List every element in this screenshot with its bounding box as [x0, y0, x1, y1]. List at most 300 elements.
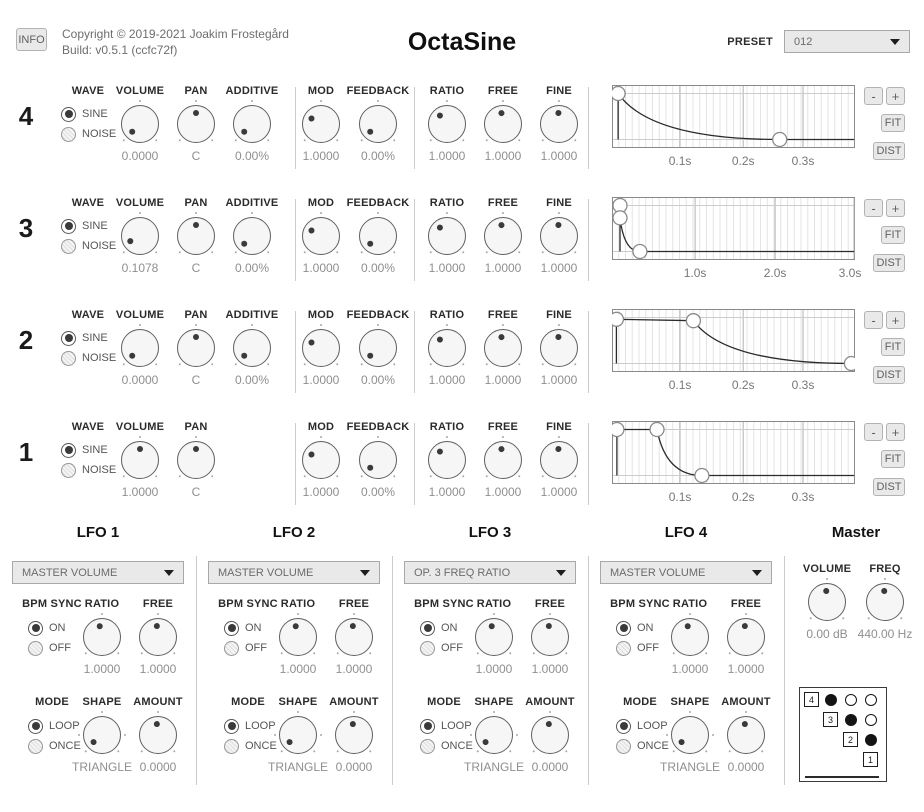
- column-divider: [295, 87, 296, 169]
- op4-fine-group: [527, 85, 591, 163]
- preset-dropdown[interactable]: [784, 30, 910, 53]
- lfo3-target-dropdown[interactable]: [404, 561, 576, 584]
- op3-env-fit-button[interactable]: FIT: [881, 226, 905, 244]
- knob-tick: [139, 212, 141, 214]
- op1-envelope-handle-2[interactable]: [650, 423, 664, 437]
- knob-tick: [336, 139, 339, 142]
- knob-tick: [502, 324, 504, 326]
- op4-pan-label: PAN: [184, 85, 208, 97]
- knob-tick: [360, 251, 363, 254]
- op1-feedback-value: 0.00%: [360, 485, 396, 499]
- lfo2-amount-value: 0.0000: [335, 760, 373, 774]
- op1-mod-knob[interactable]: [302, 441, 340, 479]
- lfo2-shape-group: [266, 696, 330, 774]
- op3-env-zoom-in-button[interactable]: +: [886, 199, 905, 217]
- op2-feedback-knob[interactable]: [359, 329, 397, 367]
- matrix-op4-box[interactable]: 4: [804, 692, 819, 707]
- knob-tick: [211, 139, 214, 142]
- knob-pointer-dot: [498, 110, 505, 117]
- op1-pan-value: C: [191, 485, 201, 499]
- radio-label: SINE: [82, 220, 108, 232]
- lfo3-radio-group-label: MODE: [427, 696, 461, 708]
- lfo2-shape-value: TRIANGLE: [267, 760, 328, 774]
- matrix-op3-route-dot-1[interactable]: [845, 714, 857, 726]
- radio-label: LOOP: [637, 720, 668, 732]
- op1-envelope-graph[interactable]: [612, 421, 855, 484]
- lfo4-ratio-group: [658, 598, 722, 676]
- lfo3-shape-label: SHAPE: [474, 696, 514, 708]
- knob-tick: [78, 734, 80, 736]
- op2-ratio-label: RATIO: [429, 309, 465, 321]
- knob-tick: [574, 475, 577, 478]
- envelope-time-label: 0.2s: [731, 490, 755, 504]
- op3-volume-group: [108, 197, 172, 275]
- op3-fine-knob[interactable]: [540, 217, 578, 255]
- lfo2-bpm-sync-off-radio[interactable]: [224, 639, 267, 657]
- op4-env-zoom-in-button[interactable]: +: [886, 87, 905, 105]
- lfo4-free-group: [714, 598, 778, 676]
- knob-tick: [502, 212, 504, 214]
- op3-ratio-knob[interactable]: [428, 217, 466, 255]
- op2-free-knob[interactable]: [484, 329, 522, 367]
- matrix-op1-box[interactable]: 1: [863, 752, 878, 767]
- lfo3-amount-knob[interactable]: [531, 716, 569, 754]
- op4-volume-knob[interactable]: [121, 105, 159, 143]
- knob-tick: [101, 711, 103, 713]
- radio-circle: [61, 219, 76, 234]
- op1-free-label: FREE: [487, 421, 519, 433]
- knob-tick: [429, 363, 432, 366]
- matrix-op4-route-dot-2[interactable]: [845, 694, 857, 706]
- knob-tick: [336, 251, 339, 254]
- knob-tick: [462, 363, 465, 366]
- lfo4-shape-knob[interactable]: [671, 716, 709, 754]
- knob-tick: [155, 139, 158, 142]
- matrix-op3-route-dot-2[interactable]: [865, 714, 877, 726]
- op3-envelope-graph[interactable]: [612, 197, 855, 260]
- knob-tick: [541, 475, 544, 478]
- envelope-time-label: 0.3s: [791, 378, 815, 392]
- lfo3-amount-value: 0.0000: [531, 760, 569, 774]
- knob-tick: [393, 139, 396, 142]
- op4-ratio-knob[interactable]: [428, 105, 466, 143]
- op1-fine-knob[interactable]: [540, 441, 578, 479]
- envelope-time-label: 1.0s: [683, 266, 707, 280]
- op1-volume-knob[interactable]: [121, 441, 159, 479]
- op1-envelope-handle-1[interactable]: [612, 423, 624, 437]
- radio-label: ON: [637, 622, 654, 634]
- lfo1-ratio-group: [70, 598, 134, 676]
- column-divider: [588, 311, 589, 393]
- column-divider: [414, 423, 415, 505]
- op2-envelope-handle-1[interactable]: [612, 312, 623, 326]
- lfo4-target-value: MASTER VOLUME: [610, 566, 706, 579]
- lfo2-target-dropdown[interactable]: [208, 561, 380, 584]
- lfo2-ratio-knob[interactable]: [279, 618, 317, 656]
- envelope-time-axis: [612, 378, 855, 392]
- knob-tick: [393, 251, 396, 254]
- lfo1-amount-knob[interactable]: [139, 716, 177, 754]
- lfo2-ratio-group: [266, 598, 330, 676]
- lfo2-free-label: FREE: [338, 598, 370, 610]
- op3-free-knob[interactable]: [484, 217, 522, 255]
- envelope-time-label: 0.2s: [731, 378, 755, 392]
- lfo4-amount-label: AMOUNT: [721, 696, 771, 708]
- op4-volume-label: VOLUME: [115, 85, 165, 97]
- lfo3-bpm-sync-on-radio[interactable]: [420, 619, 463, 637]
- lfo1-free-knob[interactable]: [139, 618, 177, 656]
- op1-env-dist-button[interactable]: DIST: [873, 478, 905, 496]
- op2-env-fit-button[interactable]: FIT: [881, 338, 905, 356]
- lfo2-target-value: MASTER VOLUME: [218, 566, 314, 579]
- matrix-op2-box[interactable]: 2: [843, 732, 858, 747]
- lfo4-amount-knob[interactable]: [727, 716, 765, 754]
- op2-envelope-handle-3[interactable]: [844, 357, 855, 371]
- lfo3-ratio-group: [462, 598, 526, 676]
- knob-tick: [117, 652, 120, 655]
- knob-tick: [705, 750, 708, 753]
- lfo4-bpm-sync-off-radio[interactable]: [616, 639, 659, 657]
- op3-pan-value: C: [191, 261, 201, 275]
- op4-fine-label: FINE: [546, 85, 572, 97]
- op2-mod-value: 1.0000: [302, 373, 340, 387]
- op4-feedback-knob[interactable]: [359, 105, 397, 143]
- op2-env-zoom-out-button[interactable]: -: [864, 311, 883, 329]
- knob-tick: [558, 324, 560, 326]
- op1-envelope-handle-3[interactable]: [695, 469, 709, 483]
- knob-pointer-dot: [292, 623, 299, 630]
- master-freq-value: 440.00 Hz: [857, 627, 913, 641]
- info-button[interactable]: INFO: [16, 28, 47, 51]
- lfo1-radio-options: [28, 619, 71, 659]
- lfo1-bpm-sync-off-radio[interactable]: [28, 639, 71, 657]
- op4-env-zoom-out-button[interactable]: -: [864, 87, 883, 105]
- op4-additive-group: [220, 85, 284, 163]
- knob-tick: [541, 251, 544, 254]
- op2-volume-value: 0.0000: [121, 373, 159, 387]
- knob-tick: [462, 139, 465, 142]
- radio-circle: [61, 351, 76, 366]
- knob-tick: [446, 100, 448, 102]
- knob-pointer-dot: [555, 110, 561, 116]
- knob-tick: [251, 324, 253, 326]
- op3-envelope-handle-3[interactable]: [633, 245, 647, 259]
- operator-2-number: 2: [18, 325, 34, 355]
- lfo1-free-label: FREE: [142, 598, 174, 610]
- knob-tick: [745, 711, 747, 713]
- op2-env-dist-button[interactable]: DIST: [873, 366, 905, 384]
- op1-volume-group: [108, 421, 172, 499]
- knob-tick: [211, 475, 214, 478]
- knob-tick: [155, 363, 158, 366]
- lfo4-amount-group: [714, 696, 778, 774]
- operator-3-number: 3: [18, 213, 34, 243]
- op3-volume-knob[interactable]: [121, 217, 159, 255]
- knob-pointer-dot: [89, 738, 97, 746]
- knob-tick: [745, 613, 747, 615]
- op1-feedback-label: FEEDBACK: [346, 421, 410, 433]
- knob-pointer-dot: [498, 334, 505, 341]
- knob-tick: [267, 363, 270, 366]
- master-freq-label: FREQ: [869, 563, 901, 575]
- knob-tick: [429, 475, 432, 478]
- op1-env-zoom-out-button[interactable]: -: [864, 423, 883, 441]
- op3-free-value: 1.0000: [484, 261, 522, 275]
- master-volume-knob[interactable]: [808, 583, 846, 621]
- op1-mod-group: [289, 421, 353, 499]
- op2-volume-knob[interactable]: [121, 329, 159, 367]
- lfo4-free-knob[interactable]: [727, 618, 765, 656]
- lfo1-shape-knob[interactable]: [83, 716, 121, 754]
- radio-label: SINE: [82, 444, 108, 456]
- op3-additive-label: ADDITIVE: [225, 197, 279, 209]
- app-title: OctaSine: [407, 28, 517, 56]
- knob-tick: [672, 750, 675, 753]
- op3-envelope: [612, 197, 862, 280]
- lfo1-ratio-value: 1.0000: [83, 662, 121, 676]
- radio-circle: [616, 719, 631, 734]
- wave-column-label: WAVE: [71, 421, 105, 433]
- lfo4-free-value: 1.0000: [727, 662, 765, 676]
- knob-pointer-dot: [742, 623, 749, 630]
- knob-pointer-dot: [307, 226, 315, 234]
- knob-pointer-dot: [240, 352, 248, 360]
- envelope-time-axis: [612, 154, 855, 168]
- matrix-op4-route-dot-1[interactable]: [825, 694, 837, 706]
- op1-feedback-group: [346, 421, 410, 499]
- lfo3-radio-group-label: BPM SYNC: [414, 598, 474, 610]
- lfo3-shape-knob[interactable]: [475, 716, 513, 754]
- op1-pan-knob[interactable]: [177, 441, 215, 479]
- envelope-time-label: 0.3s: [791, 490, 815, 504]
- preset-value: 012: [794, 35, 813, 48]
- matrix-op2-route-dot-1[interactable]: [865, 734, 877, 746]
- radio-label: OFF: [637, 642, 659, 654]
- radio-circle: [61, 239, 76, 254]
- lfo1-free-group: [126, 598, 190, 676]
- radio-circle: [28, 621, 43, 636]
- op3-additive-knob[interactable]: [233, 217, 271, 255]
- op4-envelope: [612, 85, 855, 168]
- wave-column-label: WAVE: [71, 85, 105, 97]
- lfo2-ratio-label: RATIO: [280, 598, 316, 610]
- op1-free-knob[interactable]: [484, 441, 522, 479]
- knob-tick: [485, 139, 488, 142]
- knob-tick: [377, 212, 379, 214]
- op2-additive-group: [220, 309, 284, 387]
- op4-envelope-graph[interactable]: [612, 85, 855, 148]
- knob-tick: [139, 324, 141, 326]
- knob-tick: [360, 475, 363, 478]
- op4-fine-knob[interactable]: [540, 105, 578, 143]
- op2-mod-label: MOD: [307, 309, 335, 321]
- op2-additive-knob[interactable]: [233, 329, 271, 367]
- knob-tick: [518, 363, 521, 366]
- section-divider: [588, 556, 589, 785]
- lfo3-free-knob[interactable]: [531, 618, 569, 656]
- op4-ratio-group: [415, 85, 479, 163]
- matrix-output-bus-line: [805, 776, 879, 778]
- knob-tick: [320, 436, 322, 438]
- lfo3-ratio-label: RATIO: [476, 598, 512, 610]
- knob-tick: [446, 436, 448, 438]
- radio-circle: [28, 739, 43, 754]
- op3-envelope-handle-2[interactable]: [613, 211, 627, 225]
- lfo1-shape-group: [70, 696, 134, 774]
- op3-additive-value: 0.00%: [234, 261, 270, 275]
- op1-ratio-label: RATIO: [429, 421, 465, 433]
- matrix-op4-route-dot-3[interactable]: [865, 694, 877, 706]
- op1-fine-value: 1.0000: [540, 485, 578, 499]
- op1-ratio-value: 1.0000: [428, 485, 466, 499]
- knob-tick: [336, 750, 339, 753]
- lfo2-amount-knob[interactable]: [335, 716, 373, 754]
- op3-feedback-knob[interactable]: [359, 217, 397, 255]
- op4-env-dist-button[interactable]: DIST: [873, 142, 905, 160]
- matrix-op3-box[interactable]: 3: [823, 712, 838, 727]
- lfo1-amount-label: AMOUNT: [133, 696, 183, 708]
- operator-4-row: [0, 85, 924, 185]
- radio-label: OFF: [49, 642, 71, 654]
- knob-tick: [393, 475, 396, 478]
- lfo1-target-value: MASTER VOLUME: [22, 566, 118, 579]
- op2-ratio-group: [415, 309, 479, 387]
- op1-env-fit-button[interactable]: FIT: [881, 450, 905, 468]
- op2-env-zoom-in-button[interactable]: +: [886, 311, 905, 329]
- lfo4-ratio-knob[interactable]: [671, 618, 709, 656]
- op2-ratio-knob[interactable]: [428, 329, 466, 367]
- knob-tick: [178, 363, 181, 366]
- op1-ratio-knob[interactable]: [428, 441, 466, 479]
- lfo4-bpm-sync-on-radio[interactable]: [616, 619, 659, 637]
- knob-pointer-dot: [555, 222, 561, 228]
- op4-env-fit-button[interactable]: FIT: [881, 114, 905, 132]
- knob-pointer-dot: [481, 738, 489, 746]
- lfo2-free-knob[interactable]: [335, 618, 373, 656]
- wave-column-label: WAVE: [71, 309, 105, 321]
- lfo3-ratio-knob[interactable]: [475, 618, 513, 656]
- knob-tick: [900, 617, 903, 620]
- master-freq-knob[interactable]: [866, 583, 904, 621]
- op4-envelope-handle-2[interactable]: [773, 133, 787, 147]
- knob-tick: [502, 436, 504, 438]
- lfo1-ratio-label: RATIO: [84, 598, 120, 610]
- op4-pan-knob[interactable]: [177, 105, 215, 143]
- lfo1-ratio-knob[interactable]: [83, 618, 121, 656]
- radio-circle: [61, 127, 76, 142]
- op3-free-label: FREE: [487, 197, 519, 209]
- op1-volume-label: VOLUME: [115, 421, 165, 433]
- knob-tick: [377, 100, 379, 102]
- op4-volume-value: 0.0000: [121, 149, 159, 163]
- op3-additive-group: [220, 197, 284, 275]
- lfo4-target-dropdown[interactable]: [600, 561, 772, 584]
- op4-mod-knob[interactable]: [302, 105, 340, 143]
- radio-circle: [28, 719, 43, 734]
- lfo3-amount-label: AMOUNT: [525, 696, 575, 708]
- op4-additive-knob[interactable]: [233, 105, 271, 143]
- knob-tick: [369, 750, 372, 753]
- knob-tick: [565, 750, 568, 753]
- knob-tick: [360, 139, 363, 142]
- knob-tick: [280, 750, 283, 753]
- copyright-line1: Copyright © 2019-2021 Joakim Frostegård: [62, 27, 289, 41]
- op4-envelope-handle-1[interactable]: [612, 87, 625, 101]
- op3-pan-knob[interactable]: [177, 217, 215, 255]
- knob-tick: [689, 711, 691, 713]
- knob-tick: [280, 652, 283, 655]
- lfo3-ratio-value: 1.0000: [475, 662, 513, 676]
- knob-tick: [532, 652, 535, 655]
- op3-mod-knob[interactable]: [302, 217, 340, 255]
- op1-free-group: [471, 421, 535, 499]
- envelope-time-label: 3.0s: [838, 266, 862, 280]
- op2-pan-knob[interactable]: [177, 329, 215, 367]
- radio-circle: [616, 641, 631, 656]
- op3-env-dist-button[interactable]: DIST: [873, 254, 905, 272]
- knob-pointer-dot: [555, 446, 561, 452]
- knob-pointer-dot: [240, 128, 248, 136]
- op3-env-zoom-out-button[interactable]: -: [864, 199, 883, 217]
- knob-tick: [336, 475, 339, 478]
- knob-pointer-dot: [436, 111, 444, 119]
- lfo1-target-dropdown[interactable]: [12, 561, 184, 584]
- op2-envelope-graph[interactable]: [612, 309, 855, 372]
- op4-mod-label: MOD: [307, 85, 335, 97]
- master-volume-group: [796, 563, 858, 641]
- op2-free-value: 1.0000: [484, 373, 522, 387]
- op2-fine-value: 1.0000: [540, 373, 578, 387]
- dropdown-caret-icon: [556, 570, 566, 576]
- op2-mod-knob[interactable]: [302, 329, 340, 367]
- column-divider: [295, 199, 296, 281]
- knob-pointer-dot: [488, 623, 495, 630]
- preset-label: PRESET: [727, 35, 773, 48]
- knob-pointer-dot: [684, 623, 691, 630]
- op1-env-zoom-in-button[interactable]: +: [886, 423, 905, 441]
- knob-pointer-dot: [307, 114, 315, 122]
- envelope-time-label: 0.1s: [668, 154, 692, 168]
- knob-tick: [267, 139, 270, 142]
- radio-label: SINE: [82, 332, 108, 344]
- lfo2-bpm-sync-on-radio[interactable]: [224, 619, 267, 637]
- dropdown-caret-icon: [360, 570, 370, 576]
- knob-pointer-dot: [126, 237, 134, 245]
- lfo3-bpm-sync-off-radio[interactable]: [420, 639, 463, 657]
- knob-tick: [761, 750, 764, 753]
- op2-envelope-handle-2[interactable]: [686, 314, 700, 328]
- lfo1-bpm-sync-on-radio[interactable]: [28, 619, 71, 637]
- knob-tick: [251, 212, 253, 214]
- knob-tick: [251, 100, 253, 102]
- knob-tick: [672, 652, 675, 655]
- dropdown-caret-icon: [752, 570, 762, 576]
- lfo3-free-group: [518, 598, 582, 676]
- knob-tick: [377, 324, 379, 326]
- op2-feedback-label: FEEDBACK: [346, 309, 410, 321]
- op4-free-knob[interactable]: [484, 105, 522, 143]
- dropdown-caret-icon: [890, 39, 900, 45]
- knob-pointer-dot: [742, 721, 749, 728]
- knob-tick: [470, 734, 472, 736]
- knob-tick: [157, 613, 159, 615]
- copyright-line2: Build: v0.5.1 (ccfc72f): [62, 43, 178, 57]
- op1-feedback-knob[interactable]: [359, 441, 397, 479]
- lfo2-shape-knob[interactable]: [279, 716, 317, 754]
- knob-pointer-dot: [307, 450, 315, 458]
- op2-fine-knob[interactable]: [540, 329, 578, 367]
- knob-pointer-dot: [366, 240, 374, 248]
